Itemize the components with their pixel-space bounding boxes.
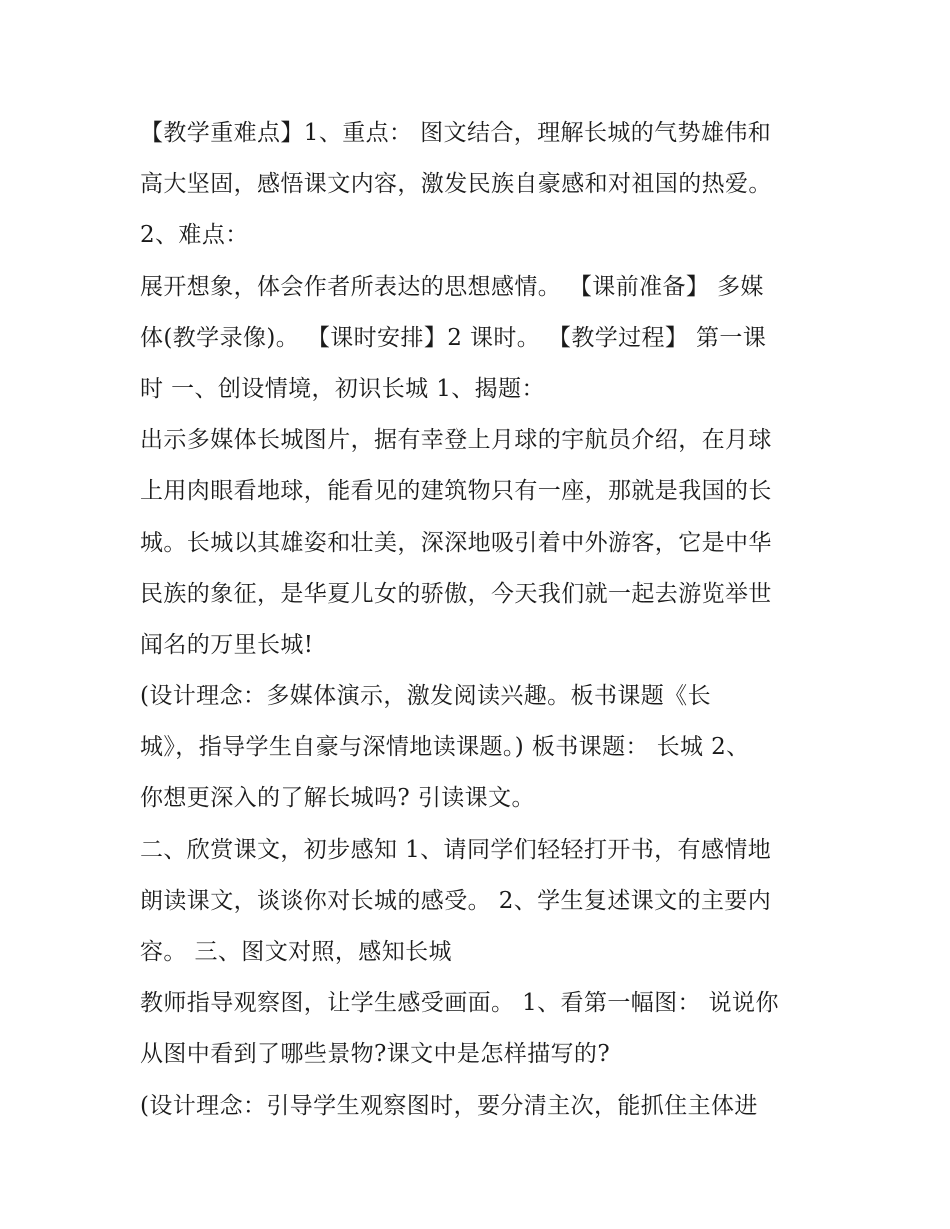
text-line: 容。 三、图文对照，感知长城 — [140, 939, 452, 965]
text-line: 时 一、创设情境，初识长城 1、揭题： — [140, 375, 545, 402]
text-line: (设计理念：引导学生观察图时，要分清主次，能抓住主体进 — [140, 1092, 758, 1119]
text-line: 城。长城以其雄姿和壮美，深深地吸引着中外游客，它是中华 — [140, 529, 772, 556]
text-line: 城》，指导学生自豪与深情地读课题。) 板书课题： 长城 2、 — [140, 734, 750, 761]
text-line: 出示多媒体长城图片，据有幸登上月球的宇航员介绍，在月球 — [140, 427, 772, 454]
text-line: (设计理念：多媒体演示，激发阅读兴趣。板书课题《长 — [140, 683, 711, 710]
text-line: 体(教学录像)。 【课时安排】2 课时。 【教学过程】 第一课 — [140, 324, 767, 351]
text-line: 你想更深入的了解长城吗? 引读课文。 — [140, 785, 535, 812]
text-line: 展开想象，体会作者所表达的思想感情。 【课前准备】 多媒 — [140, 273, 764, 300]
text-line: 朗读课文，谈谈你对长城的感受。 2、学生复述课文的主要内 — [140, 887, 772, 914]
text-line: 闻名的万里长城! — [140, 631, 314, 658]
text-line: 从图中看到了哪些景物?课文中是怎样描写的? — [140, 1041, 611, 1068]
text-line: 教师指导观察图，让学生感受画面。 1、看第一幅图： 说说你 — [140, 990, 779, 1017]
document-text — [140, 108, 820, 1132]
text-line: 二、欣赏课文，初步感知 1、请同学们轻轻打开书，有感情地 — [140, 836, 772, 863]
text-line: 2、难点： — [140, 222, 249, 249]
text-line: 高大坚固，感悟课文内容，激发民族自豪感和对祖国的热爱。 — [140, 171, 772, 198]
text-line: 【教学重难点】1、重点： 图文结合，理解长城的气势雄伟和 — [140, 120, 772, 146]
text-line: 民族的象征，是华夏儿女的骄傲，今天我们就一起去游览举世 — [140, 580, 772, 607]
text-line: 上用肉眼看地球，能看见的建筑物只有一座，那就是我国的长 — [140, 478, 772, 505]
